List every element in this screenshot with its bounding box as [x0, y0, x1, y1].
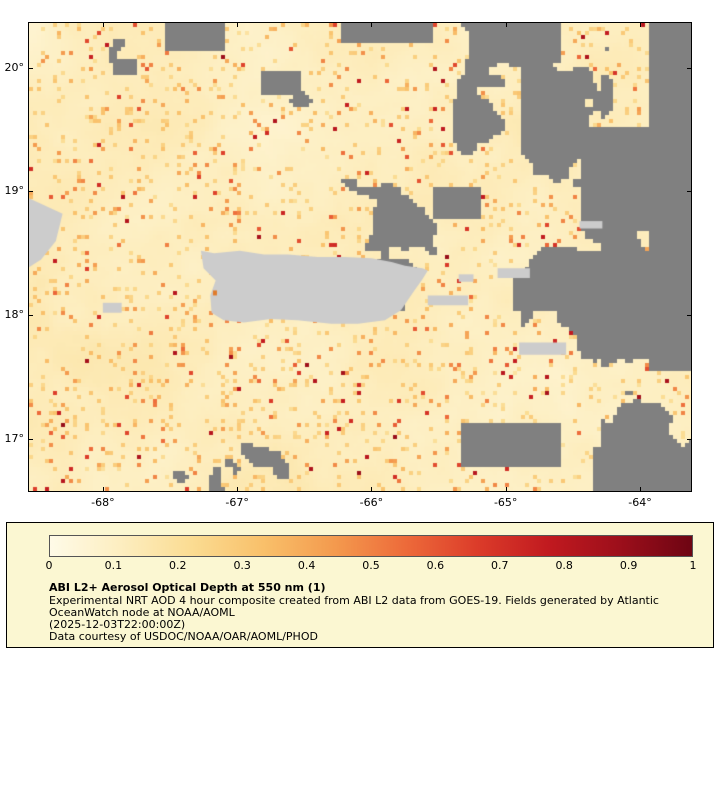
colorbar-gradient — [49, 535, 693, 557]
y-axis-label: 19° — [4, 184, 24, 198]
x-axis-label: -68° — [91, 496, 115, 509]
legend-line-3: (2025-12-03T22:00:00Z) — [49, 618, 186, 631]
x-axis-tick — [640, 487, 641, 492]
x-axis-tick-top — [237, 22, 238, 27]
y-axis-tick-right — [687, 439, 692, 440]
legend-text-block — [49, 581, 699, 643]
x-axis-tick — [371, 487, 372, 492]
colorbar-tick-label: 0.3 — [233, 559, 251, 572]
x-axis-tick-top — [640, 22, 641, 27]
x-axis-tick — [237, 487, 238, 492]
map-panel — [4, 22, 692, 509]
y-axis-tick-right — [687, 191, 692, 192]
x-axis-tick — [103, 487, 104, 492]
colorbar-tick-label: 0.8 — [555, 559, 573, 572]
y-axis-tick-right — [687, 68, 692, 69]
aod-raster-layer — [29, 23, 691, 491]
y-axis-tick-right — [687, 315, 692, 316]
y-axis-tick — [28, 439, 33, 440]
legend-panel — [6, 522, 714, 648]
colorbar-tick-label: 0.7 — [491, 559, 509, 572]
colorbar-tick-label: 0.9 — [619, 559, 638, 572]
legend-line-2: OceanWatch node at NOAA/AOML — [49, 606, 235, 619]
y-axis-label: 17° — [4, 432, 24, 445]
colorbar-tick-label: 0.4 — [297, 559, 316, 572]
legend-line-1: Experimental NRT AOD 4 hour composite created from ABI L2 data from GOES-19. Fields generated by Atlantic — [49, 594, 659, 607]
x-axis-tick — [506, 487, 507, 492]
map-plot-area[interactable] — [28, 22, 692, 492]
x-axis-tick-top — [506, 22, 507, 27]
colorbar[interactable] — [45, 535, 697, 572]
y-axis-label: 20° — [4, 60, 24, 74]
colorbar-tick-label: 1 — [689, 559, 697, 572]
colorbar-tick-label: 0.6 — [426, 559, 445, 572]
colorbar-tick-label: 0.1 — [104, 559, 123, 572]
y-axis-label: 18° — [4, 308, 24, 322]
x-axis-label: -64° — [628, 496, 652, 509]
x-axis-label: -66° — [359, 496, 384, 509]
y-axis-tick — [28, 68, 33, 69]
legend-title: ABI L2+ Aerosol Optical Depth at 550 nm (1) — [49, 581, 326, 594]
x-axis-label: -65° — [493, 496, 518, 509]
legend-line-4: Data courtesy of USDOC/NOAA/OAR/AOML/PHOD — [49, 630, 318, 643]
x-axis-tick-top — [103, 22, 104, 27]
y-axis-tick — [28, 191, 33, 192]
x-axis-label: -67° — [225, 496, 249, 509]
y-axis-tick — [28, 315, 33, 316]
colorbar-tick-label: 0.2 — [169, 559, 187, 572]
colorbar-tick-label: 0.5 — [362, 559, 380, 572]
x-axis-tick-top — [371, 22, 372, 27]
colorbar-tick-label: 0 — [45, 559, 53, 572]
